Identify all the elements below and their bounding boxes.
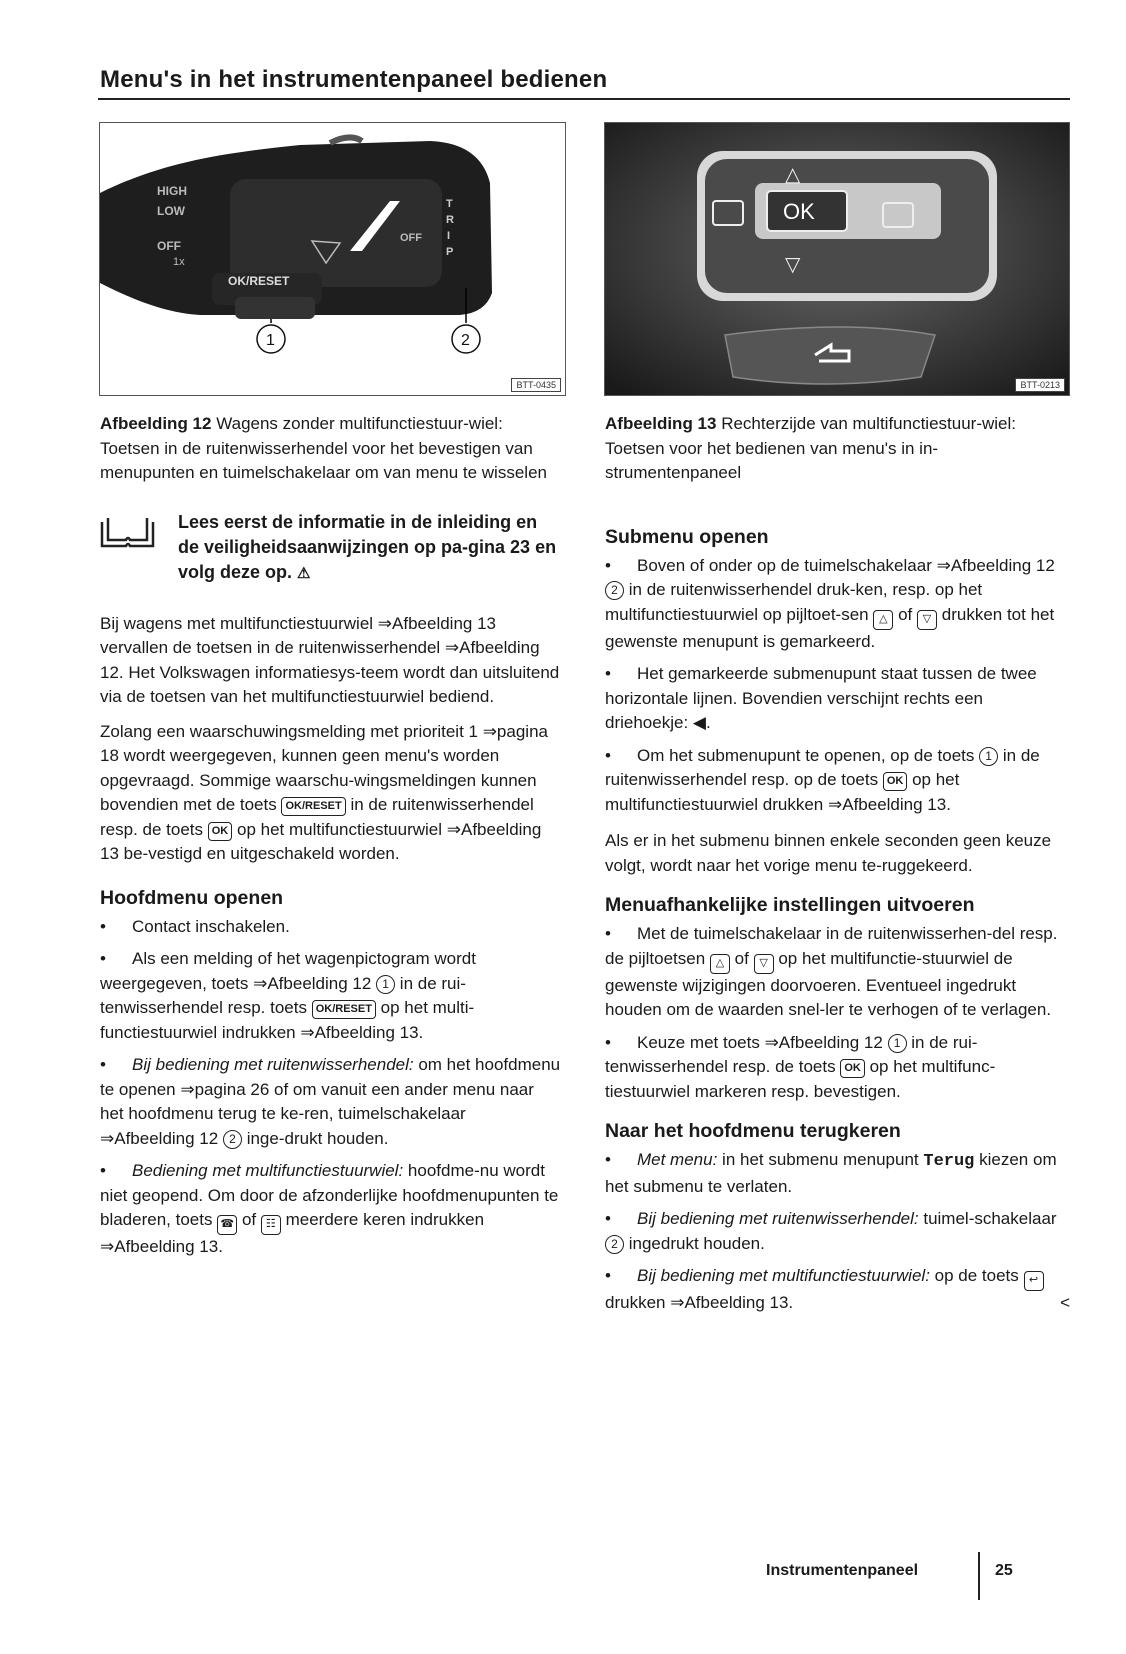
label-r: R (446, 214, 454, 226)
callout-1-icon: 1 (376, 975, 395, 994)
heading-naar-hoofdmenu-terugkeren: Naar het hoofdmenu terugkeren (605, 1120, 901, 1142)
heading-menuafhankelijke-instellingen: Menuafhankelijke instellingen uitvoeren (605, 894, 975, 916)
callout-1-icon: 1 (979, 747, 998, 766)
label-t: T (446, 198, 453, 210)
ok-reset-key: OK/RESET (312, 1000, 376, 1019)
list-item: • Boven of onder op de tuimelschakelaar ⇒Afbeelding 12 2 in de ruitenwisserhendel druk-ken, resp. op het multifunctiestuurwiel op pijltoet-sen △ of ▽ drukken tot het gewenste menupunt is gemarkeerd. (605, 555, 1055, 651)
footer-section: Instrumentenpaneel (766, 1562, 919, 1579)
down-key-icon: ▽ (754, 954, 774, 974)
paragraph-multifunction: Bij wagens met multifunctiestuurwiel ⇒Afbeelding 13 vervallen de toetsen in de ruitenwisserhendel ⇒Afbeelding 12. Het Volkswagen informatiesys-teem wordt dan uitsluitend via de toetsen van het multifunctiestuurwiel bediend. (100, 613, 560, 706)
paragraph-warnings: Zolang een waarschuwingsmelding met prioriteit 1 ⇒pagina 18 wordt weergegeven, kunnen geen menu's worden opgevraagd. Sommige waarschu-wingsmeldingen kunnen bovendien met de toets OK/RESET in de ruitenwisserhendel resp. de toets OK op het multifunctiestuurwiel ⇒Afbeelding 13 be-vestigd en uitgeschakeld worden. (100, 721, 548, 863)
label-ok-reset: OK/RESET (228, 274, 290, 288)
book-icon (100, 516, 155, 548)
list-item: • Contact inschakelen. (100, 916, 290, 936)
title-rule (98, 98, 1070, 100)
label-p: P (446, 246, 454, 258)
label-low: LOW (157, 204, 185, 218)
left-column (100, 412, 562, 1268)
callout-1-icon: 1 (888, 1034, 907, 1053)
heading-submenu-openen: Submenu openen (605, 525, 769, 548)
warning-icon: ⚠ (297, 564, 311, 582)
back-key-icon: ↩ (1024, 1271, 1044, 1291)
callout-2-icon: 2 (605, 1235, 624, 1254)
figure-code: BTT-0435 (511, 378, 561, 392)
list-item: • Bij bediening met ruitenwisserhendel: tuimel-schakelaar 2 ingedrukt houden. (605, 1209, 1057, 1253)
callout-2-icon: 2 (223, 1130, 242, 1149)
up-arrow-label: △ (785, 162, 801, 186)
label-i: I (447, 230, 451, 242)
right-column (605, 412, 1070, 1324)
up-key-icon: △ (710, 954, 730, 974)
list-item: • Om het submenupunt te openen, op de toets 1 in de ruitenwisserhendel resp. op de toets OK op het multifunctiestuurwiel drukken ⇒Afbeelding 13. (605, 745, 1040, 814)
phone-key-icon: ☎ (217, 1215, 237, 1235)
figure-13-caption: Afbeelding 13 Rechterzijde van multifunctiestuur-wiel: Toetsen voor het bedienen van menu's in in-strumentenpaneel (605, 414, 1016, 482)
ok-key: OK (883, 772, 908, 791)
list-item: • Bediening met multifunctiestuurwiel: hoofdme-nu wordt niet geopend. Om door de afzonderlijke hoofdmenupunten te bladeren, toets ☎ of ☷ meerdere keren indrukken ⇒Afbeelding 13. (100, 1161, 559, 1256)
list-item: • Met menu: in het submenu menupunt Terug kiezen om het submenu te verlaten. (605, 1150, 1057, 1196)
callout-2: 2 (461, 332, 470, 349)
footer-page-number: 25 (995, 1562, 1013, 1579)
callout-1: 1 (266, 332, 275, 349)
down-key-icon: ▽ (917, 610, 937, 630)
footer-rule (978, 1552, 980, 1600)
list-item: • Met de tuimelschakelaar in de ruitenwisserhen-del resp. de pijltoetsen △ of ▽ op het multifunctie-stuurwiel de gewenste wijzigingen doorvoeren. Eventueel ingedrukt houden om de waarden snel-ler te verhogen of te verlagen. (605, 924, 1058, 1019)
ok-reset-key: OK/RESET (281, 797, 345, 816)
down-arrow-label: ▽ (785, 252, 801, 276)
page-title: Menu's in het instrumentenpaneel bedienen (100, 66, 608, 93)
callout-2-icon: 2 (605, 581, 624, 600)
list-item: • Bij bediening met multifunctiestuurwiel: op de toets ↩ drukken ⇒Afbeelding 13. < (605, 1264, 1070, 1316)
figure-13-steering-wheel-buttons (604, 122, 1070, 396)
paragraph-timeout: Als er in het submenu binnen enkele seconden geen keuze volgt, wordt naar het vorige menu te-ruggekeerd. (605, 831, 1052, 875)
ok-key: OK (840, 1059, 865, 1078)
steering-wheel-illustration (605, 123, 1070, 396)
list-key-icon: ☷ (261, 1215, 281, 1235)
list-item: • Bij bediening met ruitenwisserhendel: om het hoofdmenu te openen ⇒pagina 26 of om vanuit een ander menu naar het hoofdmenu terug te ke-ren, tuimelschakelaar ⇒Afbeelding 12 2 inge-drukt houden. (100, 1055, 561, 1148)
up-key-icon: △ (873, 610, 893, 630)
ok-button-label: OK (783, 199, 815, 224)
figure-12-caption: Afbeelding 12 Wagens zonder multifunctiestuur-wiel: Toetsen in de ruitenwisserhendel voor het bevestigen van menupunten en tuimelschakelaar om van menu te wisselen (100, 414, 547, 482)
label-high: HIGH (157, 184, 187, 198)
label-off-2: OFF (400, 232, 422, 244)
heading-hoofdmenu-openen: Hoofdmenu openen (100, 886, 284, 909)
list-item: • Het gemarkeerde submenupunt staat tussen de twee horizontale lijnen. Bovendien verschijnt rechts een driehoekje: ◀. (605, 664, 1037, 732)
notice: Lees eerst de informatie in de inleiding en de veiligheidsaanwijzingen op pa-gina 23 en volg deze op. ⚠ (100, 510, 562, 586)
wiper-stalk-illustration (100, 123, 566, 396)
label-off: OFF (157, 239, 181, 253)
ok-key: OK (208, 822, 233, 841)
figure-code: BTT-0213 (1015, 378, 1065, 392)
figure-12-wiper-stalk (99, 122, 566, 396)
label-1x: 1x (173, 256, 185, 268)
list-item: • Als een melding of het wagenpictogram wordt weergegeven, toets ⇒Afbeelding 12 1 in de rui-tenwisserhendel resp. toets OK/RESET op het multi-functiestuurwiel indrukken ⇒Afbeelding 13. (100, 949, 476, 1042)
list-item: • Keuze met toets ⇒Afbeelding 12 1 in de rui-tenwisserhendel resp. de toets OK op het multifunc-tiestuurwiel markeren resp. bevestigen. (605, 1032, 996, 1101)
end-marker: < (1060, 1293, 1070, 1312)
